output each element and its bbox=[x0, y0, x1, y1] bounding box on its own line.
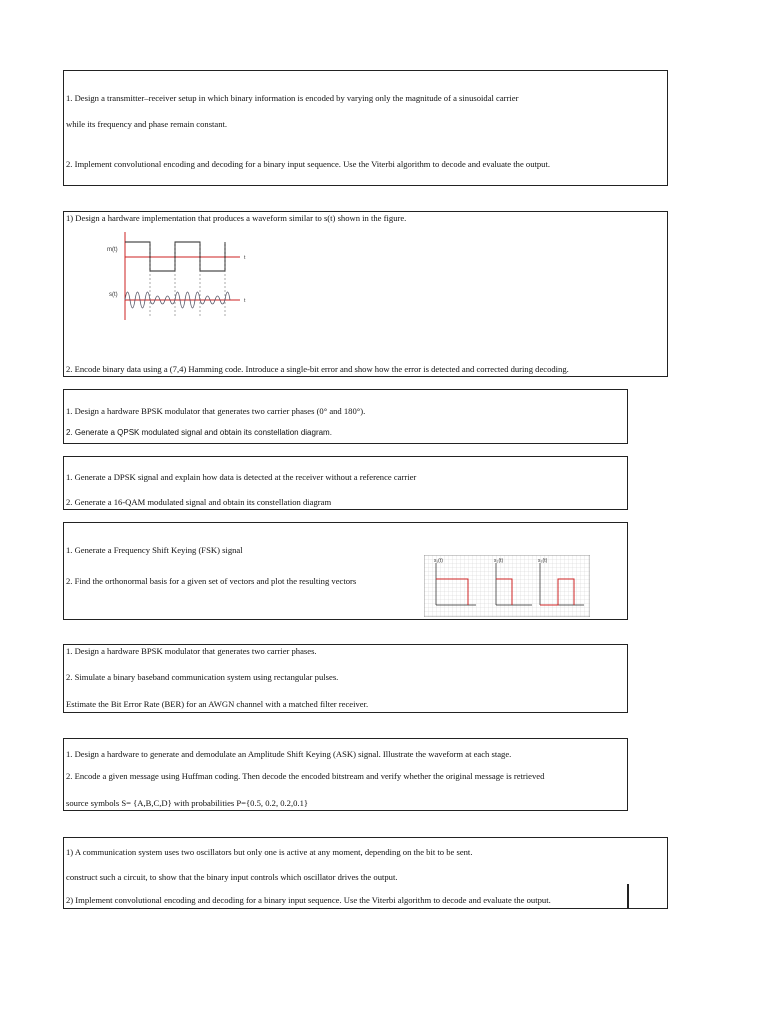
task-line: 2. Generate a 16-QAM modulated signal and obtain its constellation diagram bbox=[66, 497, 332, 507]
task-line: 1) Design a hardware implementation that produces a waveform similar to s(t) shown in the figure. bbox=[66, 213, 407, 223]
s-t-label: s(t) bbox=[109, 292, 118, 298]
ask-waveform-figure bbox=[105, 232, 255, 322]
m-t-label: m(t) bbox=[107, 247, 118, 253]
s1-label: s₁(t) bbox=[434, 558, 443, 564]
task-line: while its frequency and phase remain constant. bbox=[66, 119, 228, 129]
signal-set-figure bbox=[424, 555, 590, 617]
cell-divider bbox=[627, 884, 629, 909]
task-line: source symbols S= {A,B,C,D} with probabilities P={0.5, 0.2, 0.2,0.1} bbox=[66, 798, 308, 808]
task-line: 1) A communication system uses two oscillators but only one is active at any moment, depending on the bit to be sent. bbox=[66, 847, 473, 857]
task-line: construct such a circuit, to show that the binary input controls which oscillator drives the output. bbox=[66, 872, 398, 882]
t-axis-label-2: t bbox=[244, 298, 246, 304]
s3-label: s₃(t) bbox=[538, 558, 548, 564]
task-line: 2. Encode a given message using Huffman coding. Then decode the encoded bitstream and verify whether the original message is retrieved bbox=[66, 771, 545, 781]
task-line: 2. Implement convolutional encoding and decoding for a binary input sequence. Use the Viterbi algorithm to decode and evaluate the output. bbox=[66, 159, 551, 169]
s2-label: s₂(t) bbox=[494, 558, 504, 564]
t-axis-label-1: t bbox=[244, 255, 246, 261]
task-line: 2. Generate a QPSK modulated signal and obtain its constellation diagram. bbox=[66, 428, 332, 437]
task-line: 2. Find the orthonormal basis for a given set of vectors and plot the resulting vectors bbox=[66, 576, 357, 586]
task-line: 1. Generate a Frequency Shift Keying (FSK) signal bbox=[66, 545, 243, 555]
task-line: 2. Simulate a binary baseband communication system using rectangular pulses. bbox=[66, 672, 339, 682]
task-line: 2) Implement convolutional encoding and decoding for a binary input sequence. Use the Viterbi algorithm to decode and evaluate the output. bbox=[66, 895, 551, 905]
task-line: 2. Encode binary data using a (7,4) Hamming code. Introduce a single-bit error and show how the error is detected and corrected during decoding. bbox=[66, 364, 569, 374]
task-line: 1. Generate a DPSK signal and explain how data is detected at the receiver without a reference carrier bbox=[66, 472, 417, 482]
task-line: 1. Design a hardware BPSK modulator that generates two carrier phases (0° and 180°). bbox=[66, 406, 366, 416]
task-line: 1. Design a hardware to generate and demodulate an Amplitude Shift Keying (ASK) signal. Illustrate the waveform at each stage. bbox=[66, 749, 512, 759]
task-line: 1. Design a transmitter–receiver setup in which binary information is encoded by varying only the magnitude of a sinusoidal carrier bbox=[66, 93, 519, 103]
task-line: Estimate the Bit Error Rate (BER) for an AWGN channel with a matched filter receiver. bbox=[66, 699, 369, 709]
task-line: 1. Design a hardware BPSK modulator that generates two carrier phases. bbox=[66, 646, 317, 656]
